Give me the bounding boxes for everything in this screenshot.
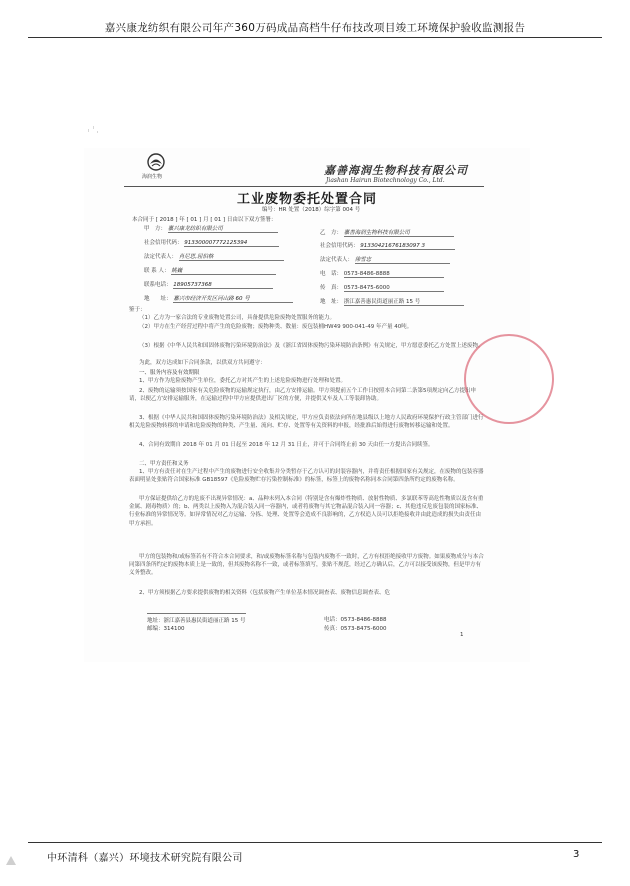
scan-mark <box>97 131 98 133</box>
party-a-addr-row <box>144 294 293 303</box>
party-b-phone: 0573-8486-8888 <box>344 271 444 278</box>
section-heading: 一、服务内容及有效期限 <box>139 370 200 376</box>
scan-mark <box>88 129 89 132</box>
party-a-label: 甲 方： <box>144 226 167 232</box>
footer-postcode: 邮编：314100 <box>147 626 185 632</box>
preamble: 鉴于： <box>129 307 146 313</box>
party-b-credit-row <box>320 241 455 250</box>
party-a-rep: 肖尼思,屈伯格 <box>179 252 284 261</box>
clause-paragraph: 甲方的包装物和/或标签若有不符合本合同要求，和/或废物标签名称与包装内废物不一致时，乙方有权拒绝接收甲方废物。如果废物成分与本合同第四条所约定的废物本质上是一致的，但其废物名称不一致，或者标签填写，张贴不规范，经过乙方确认后，乙方可以接受该废物，但是甲方有义务整改。 <box>129 554 484 577</box>
party-b-phone-label: 电 话： <box>320 271 343 277</box>
page-corner-icon <box>6 856 16 865</box>
party-a-contact-row <box>144 266 276 275</box>
party-a-name: 嘉兴康龙纺织有限公司 <box>168 224 278 233</box>
section-heading: 二、甲方责任和义务 <box>139 461 189 467</box>
contract-code: 编号：HR 处置（2018）综字第 004 号 <box>262 207 361 213</box>
party-b-credit: 91330421676183097 3 <box>360 243 455 250</box>
party-b-addr: 浙江嘉善惠民街道丽正路 15 号 <box>344 297 464 306</box>
party-a-addr-label: 地 址： <box>144 296 172 302</box>
clause-paragraph: 1、甲方作为危险废物产生单位，委托乙方对其产生的上述危险废物进行处理和处置。 <box>139 378 347 384</box>
party-b-phone-row <box>320 269 444 278</box>
footer-phone: 电话：0573-8486-8888 <box>324 617 387 623</box>
company-logo-icon <box>146 152 166 172</box>
party-a-contact: 姚巍 <box>171 266 276 275</box>
sign-date-line: 本合同于 [ 2018 ] 年 [ 01 ] 月 [ 01 ] 日由以下双方签署： <box>132 217 277 223</box>
party-b-fax-label: 传 真： <box>320 285 343 291</box>
party-a-rep-row <box>144 252 284 261</box>
clause-paragraph: 2、甲方须根据乙方要求提供废物的相关资料（包括废物产生单位基本情况调查表、废物信息调查表、危 <box>139 590 391 596</box>
clause-paragraph: 为此，双方达成如下合同条款，以供双方共同遵守： <box>139 360 266 366</box>
footer-address: 地址：浙江嘉善县惠民街道丽正路 15 号 <box>147 613 246 624</box>
party-b-fax: 0573-8475-6000 <box>344 285 444 292</box>
footer-divider <box>28 842 602 843</box>
party-a-phone-row <box>144 280 273 289</box>
clause-paragraph: （2）甲方在生产经营过程中将产生的危险废物；废物种类、数量：废包装桶HW49 900-041-49 年产量 40吨。 <box>139 324 413 330</box>
party-b-addr-label: 地 址： <box>320 299 343 305</box>
clause-paragraph: （1）乙方为一家合法的专业废物处置公司，具备提供危险废物处置服务的能力。 <box>139 315 336 321</box>
letterhead-divider <box>124 186 484 187</box>
company-name-en: Jiashan Hairun Biotechnology Co., Ltd. <box>326 177 445 184</box>
contract-page-number: 1 <box>460 632 464 638</box>
clause-paragraph: 4、合同有效期自 2018 年 01 月 01 日起至 2018 年 12 月 31 日止，并可于合同终止前 30 天由任一方提出合同续签。 <box>139 442 434 448</box>
contract-title: 工业废物委托处置合同 <box>236 192 377 207</box>
party-a-credit-label: 社会信用代码： <box>144 240 183 246</box>
party-a-contact-label: 联 系 人： <box>144 268 170 274</box>
party-a-phone: 18905737368 <box>173 282 273 289</box>
clause-paragraph: （3）根据《中华人民共和国固体废物污染环境防治法》及《浙江省固体废物污染环境防治条例》有关规定，甲方愿意委托乙方处置上述废物。 <box>139 343 484 349</box>
party-b-name: 嘉善海润生物科技有限公司 <box>344 228 454 237</box>
footer-organization: 中环清科（嘉兴）环境技术研究院有限公司 <box>47 853 243 864</box>
party-b-rep-label: 法定代表人： <box>320 257 354 263</box>
party-b-credit-label: 社会信用代码： <box>320 243 359 249</box>
party-b-rep: 徐雪忠 <box>355 255 450 264</box>
party-a-rep-label: 法定代表人： <box>144 254 178 260</box>
party-a-addr: 嘉兴市经济开发区河山路 60 号 <box>173 294 293 303</box>
clause-paragraph: 3、根据《中华人民共和国固体废物污染环境防治法》及相关规定，甲方应负责依法向所在地县级以上地方人民政府环境保护行政主管部门进行相关危险废物转移的申请和危险废物的种类、产生量、流向、贮存、处置等有关资料的申报，经批准后始得进行废物转移运输和处置。 <box>129 415 484 430</box>
party-b-label: 乙 方： <box>320 230 343 236</box>
company-seal-stamp <box>464 334 554 424</box>
clause-paragraph: 2、废物的运输须按国家有关危险废物的运输规定执行，由乙方安排运输。甲方须提前五个工作日按照本合同第二条第5项规定向乙方提出申请，以便乙方安排运输服务，在运输过程中甲方应提供进出厂区的方便，并提供叉车及人工等装卸协助。 <box>129 388 477 403</box>
party-a-row <box>144 224 278 233</box>
party-a-credit: 913300007772125394 <box>184 240 279 247</box>
header-divider <box>28 37 602 38</box>
clause-paragraph: 1、甲方有责任对在生产过程中产生的废物进行安全收集并分类暂存于乙方认可的封装容器内，并将责任根据国家有关规定，在废物的包装容器表面明显处张贴符合国家标准 GB18597《危险废物贮存污染控制标准》的标签，标签上的废物名称同本合同第四条所约定的废物名称。 <box>129 469 484 484</box>
party-a-phone-label: 联系电话： <box>144 282 172 288</box>
company-name-cn: 嘉善海润生物科技有限公司 <box>324 164 468 177</box>
clause-paragraph: 甲方保证提供给乙方的危废不出现异常情况：a、品种未列入本合同（特别是含有爆炸性物质、放射性物质、多氯联苯等高危性物质以及含有重金属、剧毒物质）的；b、两类以上废物入为混合装入同一容器内，或者将废物与其它物品混合装入同一容器；c、其他违反危废包装的国家标准、行业标准的异常情况等。如异常情况对乙方运输、分拣、处理、处置等会造成不良影响的，乙方权追人员可以拒绝接收并由此造成的损失由责任由甲方承担。 <box>129 496 484 527</box>
report-header-title: 嘉兴康龙纺织有限公司年产360万码成品高档牛仔布技改项目竣工环境保护验收监测报告 <box>104 22 526 34</box>
party-b-row <box>320 228 454 237</box>
party-b-rep-row <box>320 255 450 264</box>
scan-mark <box>93 126 94 129</box>
party-b-fax-row <box>320 283 444 292</box>
party-b-addr-row <box>320 297 464 306</box>
logo-caption: 海润生物 <box>142 174 163 180</box>
page-number: 3 <box>573 849 580 860</box>
footer-fax: 传真：0573-8475-6000 <box>324 626 387 632</box>
scanned-contract <box>84 148 530 662</box>
party-a-credit-row <box>144 238 279 247</box>
